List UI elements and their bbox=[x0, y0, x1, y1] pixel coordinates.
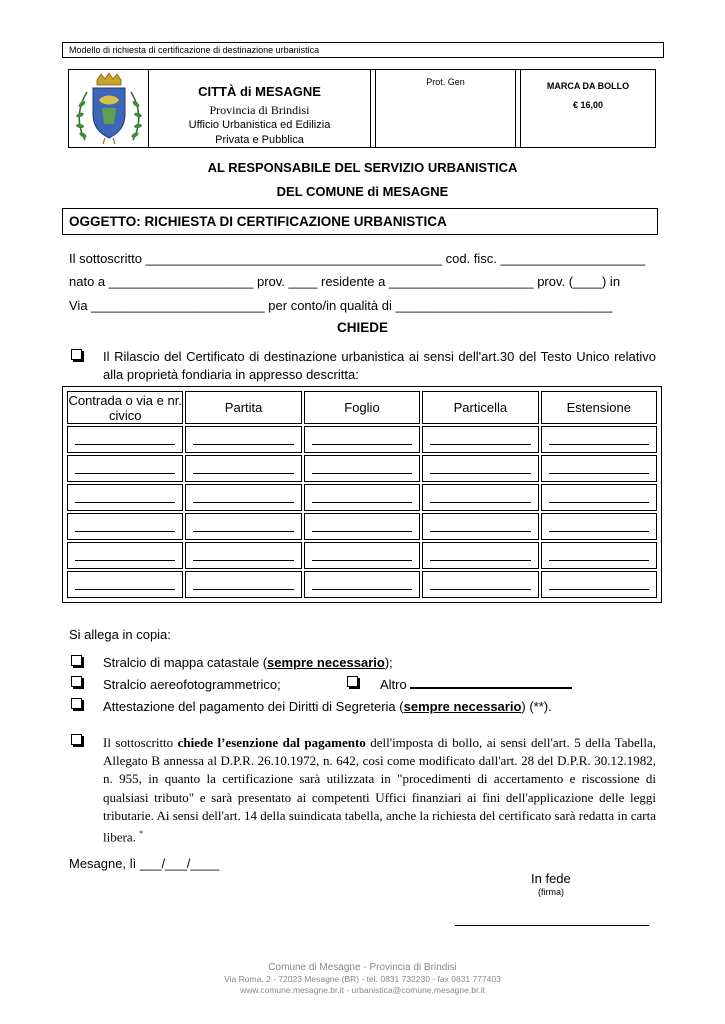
table-cell[interactable] bbox=[304, 571, 420, 598]
stamp-cell bbox=[521, 70, 655, 147]
birthplace-residence-line[interactable]: nato a ____________________ prov. ____ residente a ____________________ prov. (____) in bbox=[69, 274, 621, 289]
addressee-line-1: AL RESPONSABILE DEL SERVIZIO URBANISTICA bbox=[207, 160, 518, 175]
attachment-map-label: Stralcio di mappa catastale (sempre necessario); bbox=[103, 655, 393, 670]
request-checkbox[interactable] bbox=[71, 349, 82, 360]
stamp-label: MARCA DA BOLLO bbox=[546, 81, 630, 91]
province-name: Provincia di Brindisi bbox=[209, 103, 310, 117]
protocol-label: Prot. Gen bbox=[426, 77, 465, 87]
applicant-name-line[interactable]: Il sottoscritto _________________________________________ cod. fisc. ____________________ bbox=[69, 251, 646, 266]
signature-line[interactable] bbox=[455, 925, 649, 926]
attachment-aerial-label: Stralcio aereofotogrammetrico; bbox=[103, 677, 281, 692]
footer-line-3: www.comune.mesagne.br.it - urbanistica@comune.mesagne.br.it bbox=[240, 985, 485, 995]
table-cell[interactable] bbox=[304, 513, 420, 540]
table-cell[interactable] bbox=[185, 542, 301, 569]
attachment-other-field[interactable] bbox=[410, 677, 572, 689]
table-row bbox=[67, 484, 657, 511]
signature-label: (firma) bbox=[538, 887, 564, 897]
addressee-line-2: DEL COMUNE di MESAGNE bbox=[276, 184, 449, 199]
model-label: Modello di richiesta di certificazione di destinazione urbanistica bbox=[62, 42, 664, 58]
table-cell[interactable] bbox=[541, 426, 657, 453]
table-cell[interactable] bbox=[304, 455, 420, 482]
letterhead bbox=[68, 69, 656, 148]
table-cell[interactable] bbox=[541, 542, 657, 569]
attachment-fees-label: Attestazione del pagamento dei Diritti di Segreteria (sempre necessario) (**). bbox=[103, 699, 552, 714]
table-cell[interactable] bbox=[185, 455, 301, 482]
table-cell[interactable] bbox=[422, 542, 538, 569]
table-row bbox=[67, 455, 657, 482]
table-cell[interactable] bbox=[185, 426, 301, 453]
attachment-fees-checkbox[interactable] bbox=[71, 698, 82, 709]
request-text: Il Rilascio del Certificato di destinazione urbanistica ai sensi dell'art.30 del Testo Unico relativo alla proprietà fondiaria in appresso descritta: bbox=[103, 349, 656, 382]
attachments-intro: Si allega in copia: bbox=[69, 627, 171, 642]
table-cell[interactable] bbox=[541, 455, 657, 482]
table-row bbox=[67, 513, 657, 540]
office-line-1: Ufficio Urbanistica ed Edilizia bbox=[188, 119, 331, 131]
table-cell[interactable] bbox=[67, 571, 183, 598]
table-cell[interactable] bbox=[67, 455, 183, 482]
attachment-other-label: Altro bbox=[380, 677, 572, 692]
subject-box: OGGETTO: RICHIESTA DI CERTIFICAZIONE URBANISTICA bbox=[62, 208, 658, 235]
table-cell[interactable] bbox=[422, 455, 538, 482]
stamp-value: € 16,00 bbox=[572, 100, 604, 110]
office-line-2: Privata e Pubblica bbox=[215, 134, 304, 146]
table-row bbox=[67, 542, 657, 569]
column-header-particella: Particella bbox=[422, 391, 538, 424]
table-cell[interactable] bbox=[422, 426, 538, 453]
table-cell[interactable] bbox=[541, 513, 657, 540]
protocol-cell bbox=[376, 70, 516, 147]
chiede-heading: CHIEDE bbox=[336, 320, 388, 335]
table-cell[interactable] bbox=[422, 571, 538, 598]
table-cell[interactable] bbox=[304, 426, 420, 453]
table-cell[interactable] bbox=[67, 513, 183, 540]
attachment-map-checkbox[interactable] bbox=[71, 655, 82, 666]
column-header-contrada: Contrada o via e nr. civico bbox=[68, 392, 182, 423]
table-cell[interactable] bbox=[422, 513, 538, 540]
column-header-estensione: Estensione bbox=[541, 391, 657, 424]
attachment-other-checkbox[interactable] bbox=[347, 676, 358, 687]
table-cell[interactable] bbox=[422, 484, 538, 511]
table-cell[interactable] bbox=[541, 484, 657, 511]
table-cell[interactable] bbox=[185, 571, 301, 598]
table-cell[interactable] bbox=[67, 484, 183, 511]
address-capacity-line[interactable]: Via ________________________ per conto/in qualità di ______________________________ bbox=[69, 298, 613, 313]
city-cell bbox=[149, 70, 371, 147]
table-row bbox=[67, 571, 657, 598]
table-row bbox=[67, 426, 657, 453]
column-header-foglio: Foglio bbox=[304, 391, 420, 424]
footer bbox=[0, 962, 725, 995]
coat-of-arms-logo bbox=[69, 70, 149, 149]
table-cell[interactable] bbox=[304, 484, 420, 511]
attachment-aerial-checkbox[interactable] bbox=[71, 676, 82, 687]
footer-line-1: Comune di Mesagne - Provincia di Brindisi bbox=[268, 962, 457, 973]
table-cell[interactable] bbox=[304, 542, 420, 569]
column-header-partita: Partita bbox=[185, 391, 301, 424]
logo-cell bbox=[69, 70, 149, 147]
table-cell[interactable] bbox=[185, 513, 301, 540]
footer-line-2: Via Roma, 2 - 72023 Mesagne (BR) - tel. 0831 732230 - fax 0831 777403 bbox=[224, 974, 501, 984]
table-cell[interactable] bbox=[67, 426, 183, 453]
in-fede-label: In fede bbox=[531, 871, 571, 886]
table-cell[interactable] bbox=[185, 484, 301, 511]
exemption-checkbox[interactable] bbox=[71, 734, 82, 745]
place-date-line[interactable]: Mesagne, lì ___/___/____ bbox=[69, 856, 220, 871]
table-cell[interactable] bbox=[541, 571, 657, 598]
property-table bbox=[62, 386, 662, 603]
exemption-text: Il sottoscritto chiede l’esenzione dal pagamento dell'imposta di bollo, ai sensi dell'art. 5 della Tabella, Allegato B annessa al D.P.R. 26.10.1972, n. 642, così come modificato dall'art. 28 del D.P.R. 30.12.1982, n. 955, in quanto la certificazione sarà utilizzata in "procedimenti di accertamento e riscossione di qualsiasi tributo" e sarà presentato ai competenti Uffici finanziari ai fini dell'applicazione delle leggi tributarie. Ai sensi dell'art. 14 della suindicata tabella, anche la richiesta del certificato sarà redatta in carta libera. * bbox=[103, 735, 656, 845]
city-name: CITTÀ di MESAGNE bbox=[198, 84, 321, 99]
table-cell[interactable] bbox=[67, 542, 183, 569]
